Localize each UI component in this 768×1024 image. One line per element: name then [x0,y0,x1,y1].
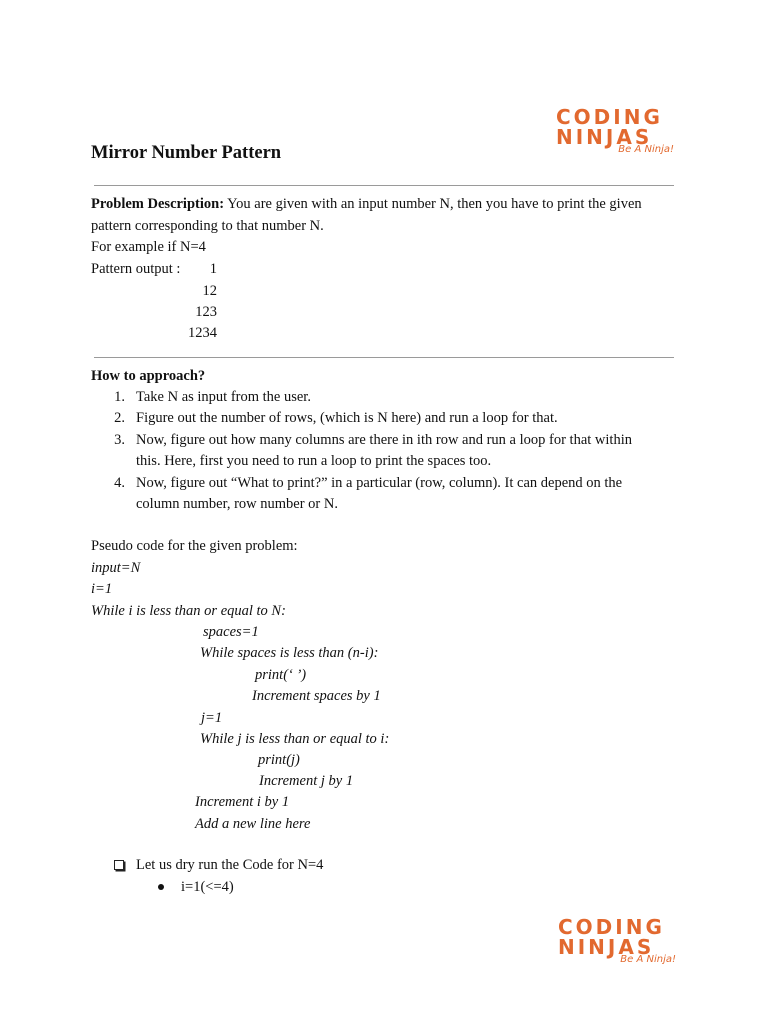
logo-bottom-line1: CODING [558,915,665,939]
pseudo-line-2: i=1 [91,581,113,597]
step-4-text-line2: column number, row number or N. [136,496,338,512]
pseudo-line-5: While spaces is less than (n-i): [200,645,379,661]
page-title: Mirror Number Pattern [91,143,282,163]
step-2-text: Figure out the number of rows, (which is N here) and run a loop for that. [136,410,558,426]
pseudo-line-12: Increment i by 1 [195,794,290,810]
coding-ninjas-logo-bottom [558,916,678,968]
pseudo-intro: Pseudo code for the given problem: [91,538,298,554]
pseudo-line-7: Increment spaces by 1 [252,688,381,704]
dot-bullet-icon [158,884,164,890]
pseudo-line-13: Add a new line here [195,816,311,832]
problem-label: Problem Description: [91,196,225,212]
pattern-row-1: 1 [209,261,217,277]
dryrun-item: Let us dry run the Code for N=4 [136,857,324,873]
pattern-row-4: 1234 [188,325,217,341]
divider-middle [94,357,674,358]
checkbox-bullet-icon [114,860,124,870]
step-4-text-line1: Now, figure out “What to print?” in a particular (row, column). It can depend on the [136,475,623,491]
pseudo-line-1: input=N [91,560,141,576]
dryrun-sub: i=1(<=4) [181,879,234,895]
logo-line1: CODING [556,105,663,129]
pseudo-line-6: print(‘ ’) [255,667,307,683]
coding-ninjas-logo-top [556,106,676,158]
pattern-label: Pattern output : [91,261,181,277]
pseudo-line-4: spaces=1 [203,624,259,640]
pseudo-line-11: Increment j by 1 [259,773,354,789]
logo-bottom-line2: NINJAS [558,935,655,959]
step-4-number: 4. [114,475,125,491]
step-3-text-line2: this. Here, first you need to run a loop to print the spaces too. [136,453,492,469]
pattern-row-2: 12 [202,283,217,299]
pseudo-line-8: j=1 [201,710,223,726]
step-2-number: 2. [114,410,125,426]
problem-text2: pattern corresponding to that number N. [91,218,324,234]
divider-top [94,185,674,186]
step-3-number: 3. [114,432,125,448]
logo-tagline: Be A Ninja! [618,144,674,155]
problem-description-line1 [91,194,642,216]
pseudo-line-3: While i is less than or equal to N: [91,603,286,619]
step-1-number: 1. [114,389,125,405]
logo-bottom-tagline: Be A Ninja! [620,954,676,965]
logo-line2-text: NINJAS [556,125,653,149]
pseudo-line-9: While j is less than or equal to i: [200,731,390,747]
example-text: For example if N=4 [91,239,206,255]
step-3-text-line1: Now, figure out how many columns are there in ith row and run a loop for that within [136,432,632,448]
pattern-row-3: 123 [195,304,217,320]
problem-text1: You are given with an input number N, then you have to print the given [224,196,642,212]
step-1-text: Take N as input from the user. [136,389,311,405]
pseudo-line-10: print(j) [258,752,300,768]
approach-heading: How to approach? [91,368,206,384]
